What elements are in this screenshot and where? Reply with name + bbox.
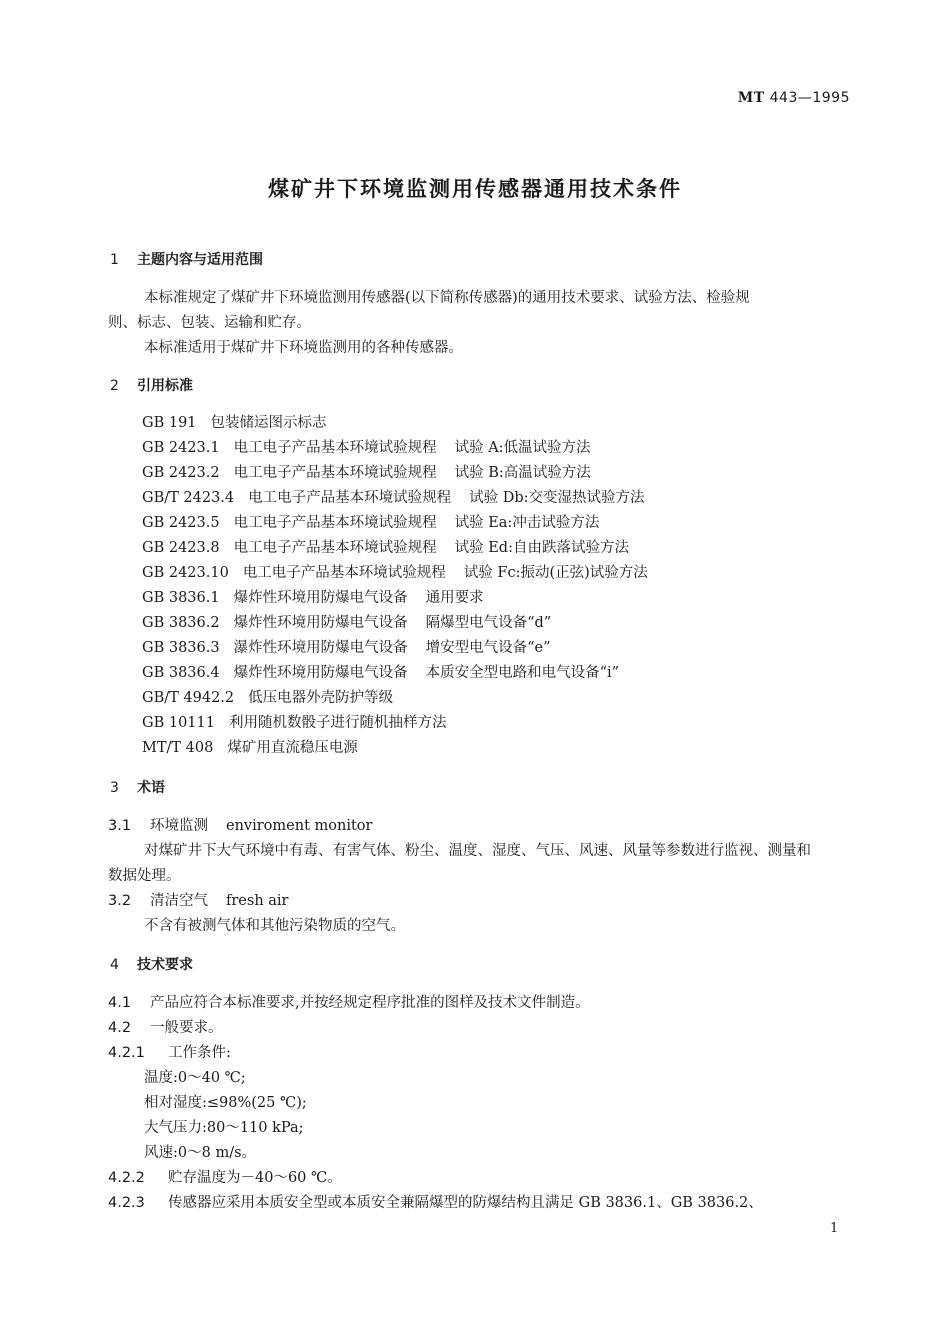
clause-number: 3.2 <box>108 893 132 909</box>
reference-code: MT/T 408 <box>142 740 214 756</box>
paragraph: 则、标志、包装、运输和贮存。 <box>108 315 311 331</box>
paragraph: 数据处理。 <box>108 868 181 884</box>
reference-item <box>142 689 393 707</box>
reference-item <box>142 739 358 757</box>
section-title: 术语 <box>137 780 165 796</box>
clause <box>108 1019 223 1037</box>
reference-item <box>142 439 591 457</box>
reference-test: 通用要求 <box>425 590 484 606</box>
term-entry <box>108 892 288 910</box>
condition-item: 相对湿度:≤98%(25 ℃); <box>144 1095 307 1111</box>
condition-item: 大气压力:80～110 kPa; <box>144 1120 304 1136</box>
reference-name: 电工电子产品基本环境试验规程 <box>233 515 437 531</box>
reference-item <box>142 489 645 507</box>
reference-item <box>142 589 484 607</box>
reference-code: GB 2423.10 <box>142 565 229 581</box>
reference-item <box>142 614 551 632</box>
reference-name: 电工电子产品基本环境试验规程 <box>248 490 452 506</box>
paragraph: 不含有被测气体和其他污染物质的空气。 <box>144 918 405 934</box>
reference-code: GB 3836.4 <box>142 665 220 681</box>
clause-text: 产品应符合本标准要求,并按经规定程序批准的图样及技术文件制造。 <box>150 995 590 1011</box>
reference-test: 试验 Ea:冲击试验方法 <box>454 515 600 531</box>
reference-name: 低压电器外壳防护等级 <box>248 690 394 706</box>
clause <box>108 1169 342 1187</box>
section-number: 1 <box>110 252 119 268</box>
clause-number: 4.2.3 <box>108 1195 145 1211</box>
standard-number <box>738 90 850 106</box>
section-4-heading <box>110 956 193 974</box>
section-title: 技术要求 <box>137 957 193 973</box>
reference-code: GB 2423.1 <box>142 440 220 456</box>
clause-number: 4.2 <box>108 1020 132 1036</box>
reference-code: GB 2423.2 <box>142 465 220 481</box>
reference-test: 试验 A:低温试验方法 <box>454 440 591 456</box>
reference-name: 包装储运图示标志 <box>210 415 327 431</box>
clause-number: 4.2.1 <box>108 1045 145 1061</box>
paragraph: 本标准规定了煤矿井下环境监测用传感器(以下简称传感器)的通用技术要求、试验方法、检验规 <box>144 290 750 306</box>
clause <box>108 1044 231 1062</box>
reference-test: 本质安全型电路和电气设备“i” <box>425 665 620 681</box>
section-3-heading <box>110 779 165 797</box>
reference-test: 试验 B:高温试验方法 <box>454 465 591 481</box>
reference-test: 试验 Db:交变湿热试验方法 <box>469 490 645 506</box>
standard-prefix: MT <box>737 90 765 106</box>
section-number: 4 <box>110 957 119 973</box>
reference-test: 增安型电气设备“e” <box>425 640 551 656</box>
clause-text: 传感器应采用本质安全型或本质安全兼隔爆型的防爆结构且满足 GB 3836.1、GB 3836.2、 <box>168 1195 763 1211</box>
section-number: 3 <box>110 780 119 796</box>
reference-item <box>142 714 446 732</box>
reference-name: 爆炸性环境用防爆电气设备 <box>233 665 408 681</box>
clause-number: 4.2.2 <box>108 1170 145 1186</box>
reference-test: 试验 Ed:自由跌落试验方法 <box>454 540 629 556</box>
reference-name: 煤矿用直流稳压电源 <box>227 740 358 756</box>
term-chinese: 环境监测 <box>150 818 208 834</box>
reference-name: 电工电子产品基本环境试验规程 <box>242 565 446 581</box>
reference-item <box>142 414 327 432</box>
reference-code: GB 10111 <box>142 715 215 731</box>
clause <box>108 994 590 1012</box>
reference-item <box>142 514 599 532</box>
document-title: 煤矿井下环境监测用传感器通用技术条件 <box>268 177 682 201</box>
clause-text: 工作条件: <box>168 1045 231 1061</box>
reference-test: 隔爆型电气设备“d” <box>425 615 552 631</box>
reference-name: 瀑炸性环境用防爆电气设备 <box>233 640 408 656</box>
reference-code: GB/T 2423.4 <box>142 490 235 506</box>
term-chinese: 清洁空气 <box>150 893 208 909</box>
reference-name: 利用随机数骰子进行随机抽样方法 <box>228 715 447 731</box>
reference-code: GB 3836.2 <box>142 615 220 631</box>
clause-text: 贮存温度为－40～60 ℃。 <box>168 1170 342 1186</box>
reference-code: GB 2423.8 <box>142 540 220 556</box>
clause-number: 3.1 <box>108 818 132 834</box>
reference-code: GB 191 <box>142 415 197 431</box>
reference-name: 爆炸性环境用防爆电气设备 <box>233 590 408 606</box>
section-title: 引用标准 <box>137 378 193 394</box>
reference-name: 爆炸性环境用防爆电气设备 <box>233 615 408 631</box>
clause <box>108 1194 763 1212</box>
reference-code: GB 2423.5 <box>142 515 220 531</box>
reference-item <box>142 564 648 582</box>
page-number: 1 <box>830 1221 839 1236</box>
term-english: enviroment monitor <box>226 818 373 834</box>
clause-number: 4.1 <box>108 995 132 1011</box>
paragraph: 对煤矿井下大气环境中有毒、有害气体、粉尘、温度、湿度、气压、风速、风量等参数进行监视、测量和 <box>144 843 811 859</box>
reference-code: GB/T 4942.2 <box>142 690 235 706</box>
reference-item <box>142 464 591 482</box>
reference-test: 试验 Fc:振动(正弦)试验方法 <box>463 565 648 581</box>
section-number: 2 <box>110 378 119 394</box>
reference-name: 电工电子产品基本环境试验规程 <box>233 465 437 481</box>
condition-item: 温度:0～40 ℃; <box>144 1070 246 1086</box>
section-title: 主题内容与适用范围 <box>137 252 263 268</box>
section-1-heading <box>110 251 263 269</box>
reference-item <box>142 539 629 557</box>
paragraph: 本标准适用于煤矿井下环境监测用的各种传感器。 <box>144 340 463 356</box>
standard-code: 443—1995 <box>764 90 850 106</box>
reference-item <box>142 639 551 657</box>
term-english: fresh air <box>226 893 289 909</box>
reference-code: GB 3836.1 <box>142 590 220 606</box>
reference-item <box>142 664 619 682</box>
section-2-heading <box>110 377 193 395</box>
reference-name: 电工电子产品基本环境试验规程 <box>233 440 437 456</box>
clause-text: 一般要求。 <box>150 1020 223 1036</box>
condition-item: 风速:0～8 m/s。 <box>144 1145 257 1161</box>
reference-name: 电工电子产品基本环境试验规程 <box>233 540 437 556</box>
reference-code: GB 3836.3 <box>142 640 220 656</box>
term-entry <box>108 817 372 835</box>
